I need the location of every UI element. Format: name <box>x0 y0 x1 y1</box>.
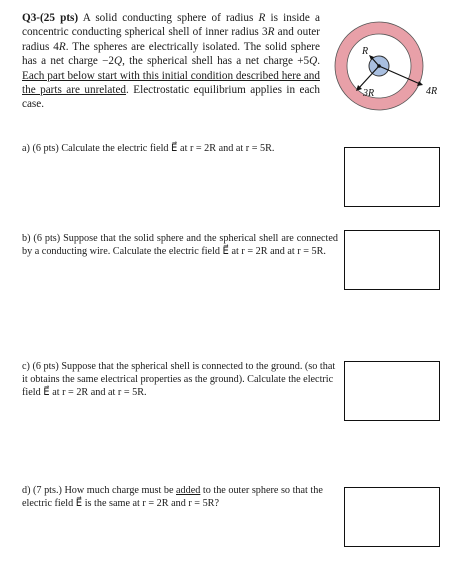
unrelated-parts-note: Each part below start with this initial condition described here and the parts are unrelated <box>22 69 320 97</box>
center-dot <box>377 64 381 68</box>
problem-intro: Q3-(25 pts) A solid conducting sphere of radius R is inside a concentric conducting spherical shell of inner radius 3R and outer radius 4R. The spheres are electrically isolated. The solid sphere has a net charge −2Q, the spherical shell has a net charge +5Q. Each part below start with this initial condition described here and the parts are unrelated. Electrostatic equilibrium applies in each case. <box>22 12 321 111</box>
answer-box-a[interactable] <box>344 147 440 207</box>
question-c: c) (6 pts) Suppose that the spherical shell is connected to the ground. (so that it obtains the same electrical properties as the ground). Calculate the electric field E⃗ at r = 2R and at r = 5R. <box>22 361 336 399</box>
label-4R: 4R <box>426 86 438 97</box>
question-b: b) (6 pts) Suppose that the solid sphere and the spherical shell are connected by a conducting wire. Calculate the electric field E⃗ at r = 2R and at r = 5R. <box>22 233 338 258</box>
concentric-spheres-diagram <box>334 10 454 120</box>
label-3R: 3R <box>363 88 375 99</box>
question-d: d) (7 pts.) How much charge must be added to the outer sphere so that the electric field E⃗ is the same at r = 2R and r = 5R? <box>22 485 323 510</box>
answer-box-c[interactable] <box>344 361 440 421</box>
problem-heading: Q3-(25 pts) <box>22 12 79 24</box>
answer-box-d[interactable] <box>344 487 440 547</box>
added-emphasis: added <box>176 485 201 496</box>
label-R: R <box>362 46 369 57</box>
question-a: a) (6 pts) Calculate the electric field E⃗ at r = 2R and at r = 5R. <box>22 143 275 154</box>
answer-box-b[interactable] <box>344 230 440 290</box>
